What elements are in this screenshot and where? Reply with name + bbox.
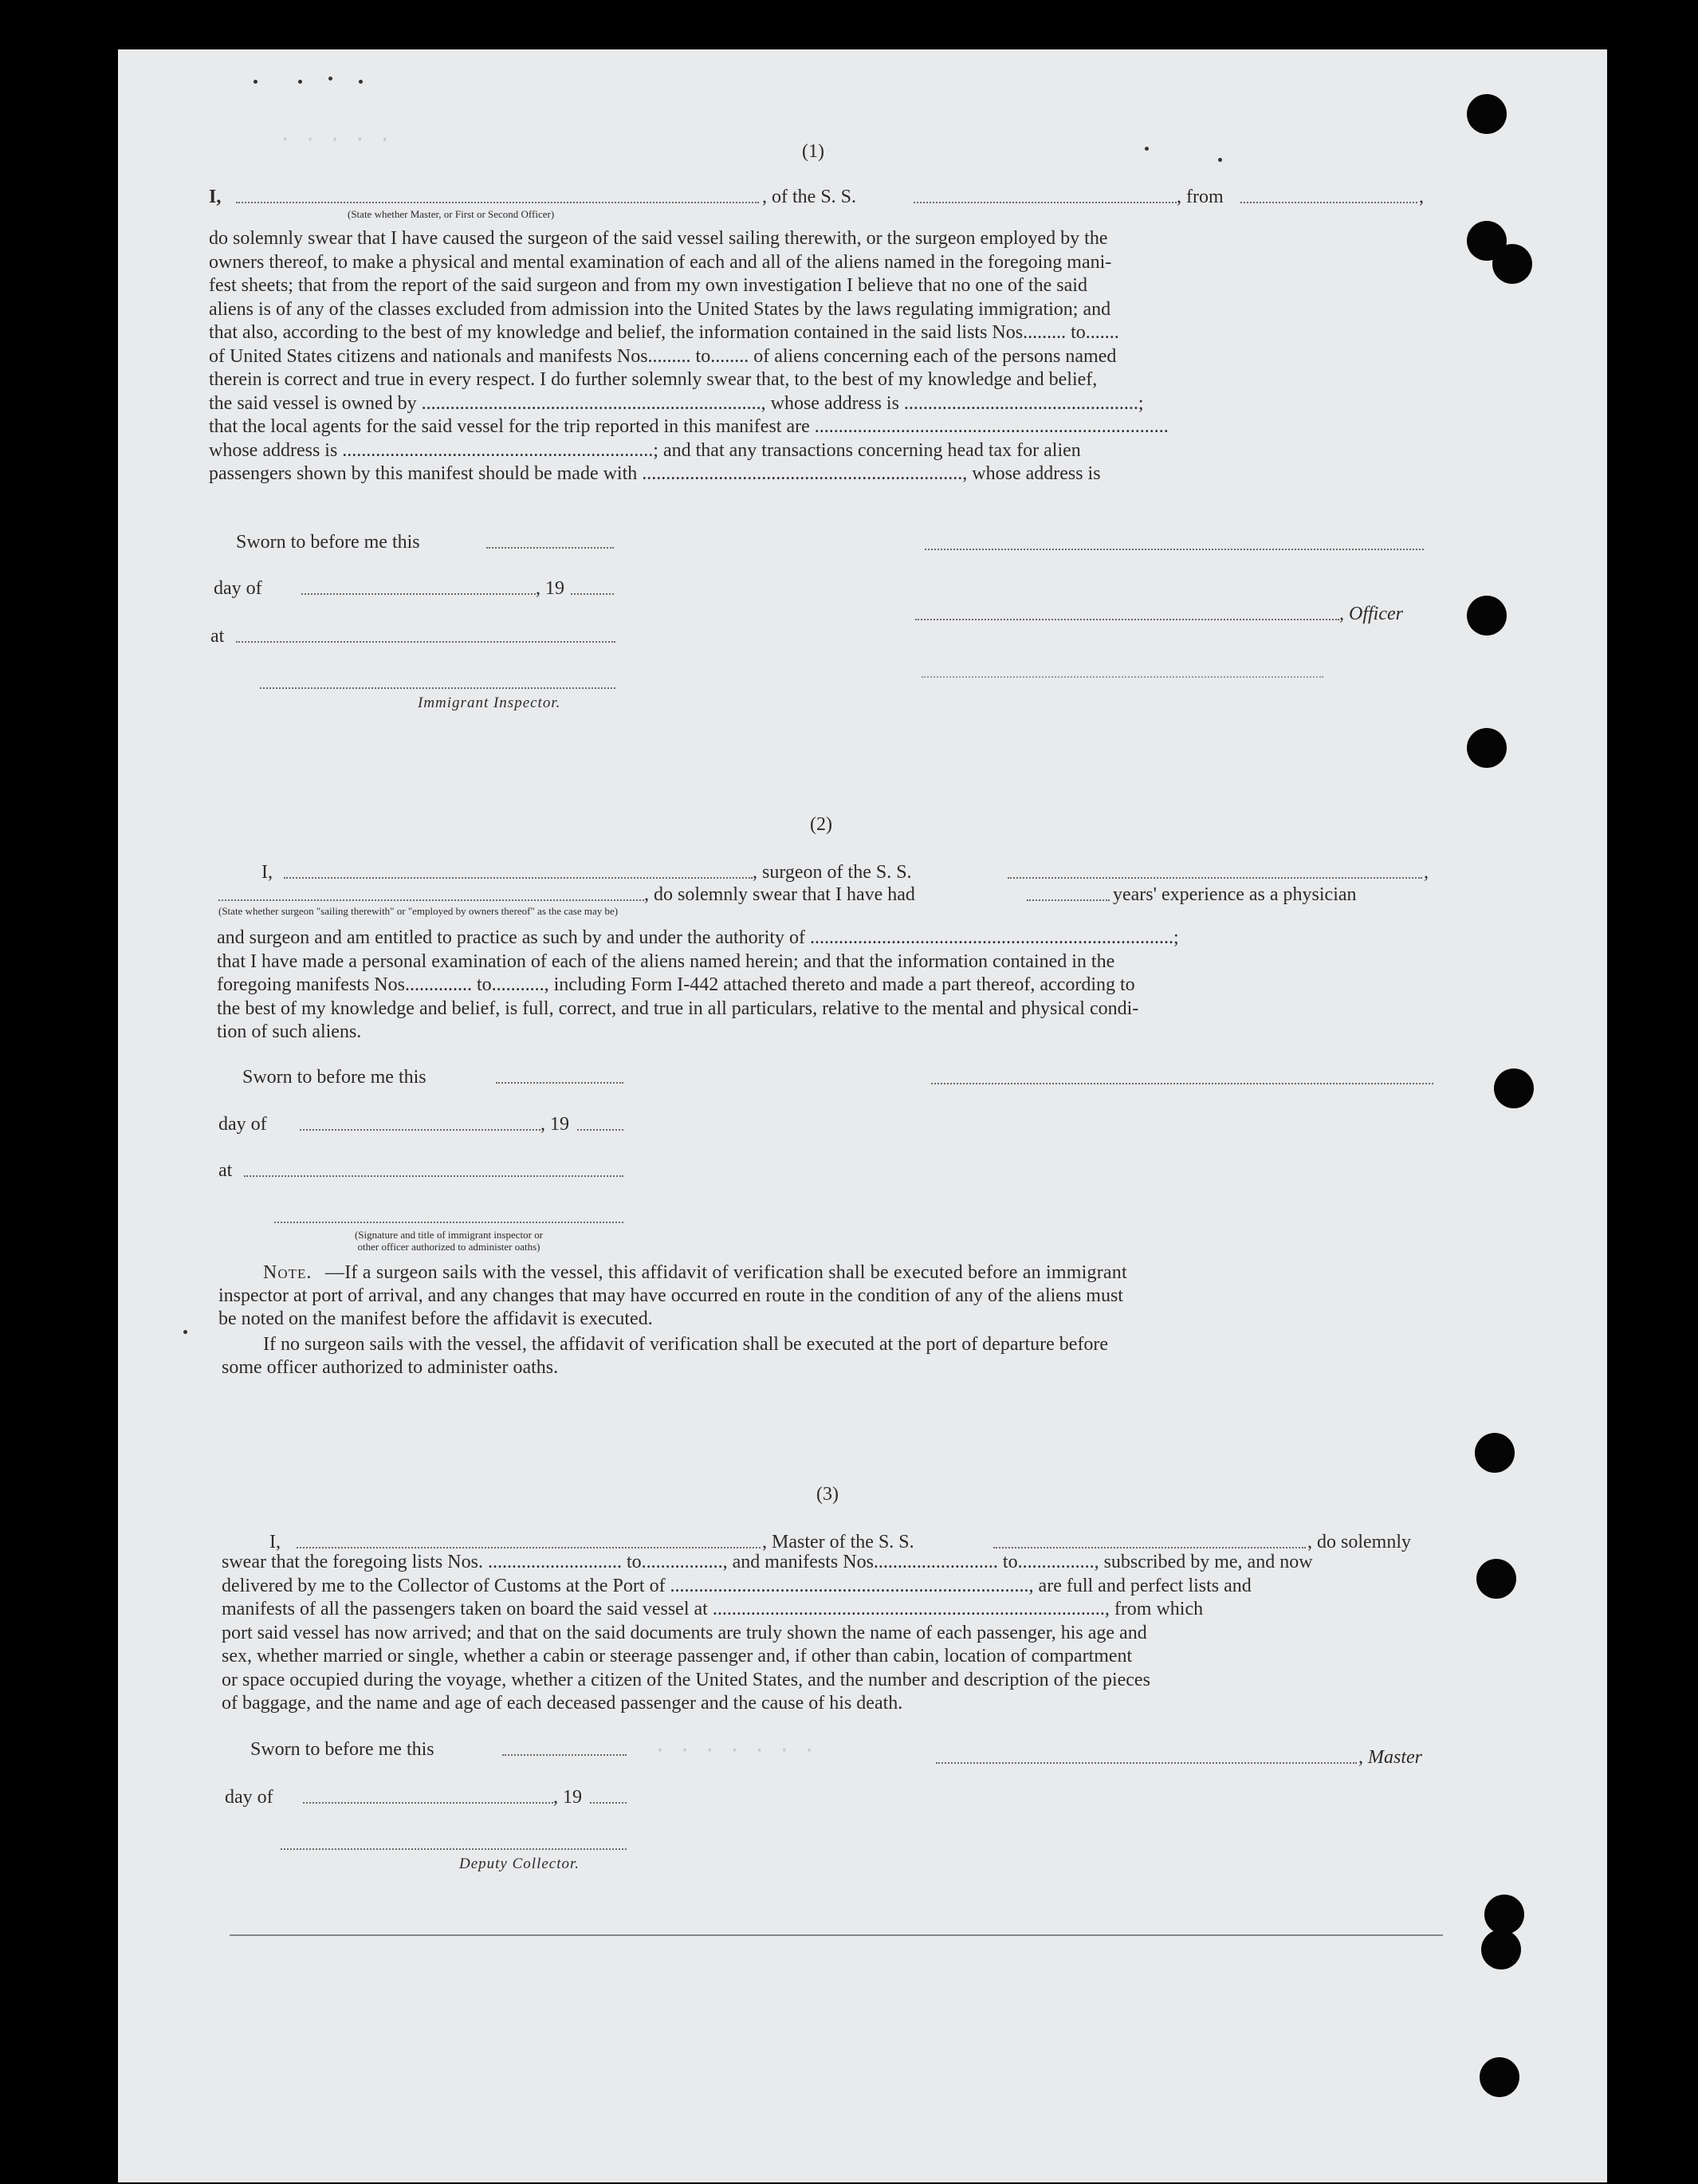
s2-note-label: Note. <box>263 1262 312 1283</box>
s2-at-field[interactable] <box>244 1175 623 1177</box>
s2-note-line: inspector at port of arrival, and any changes that may have occurred en route in the condition of any of the aliens must <box>218 1285 1123 1306</box>
s2-paragraph <box>217 927 1435 1045</box>
section-3-number: (3) <box>816 1484 839 1505</box>
binder-hole <box>1467 728 1507 768</box>
s1-vessel-field[interactable] <box>914 202 1177 203</box>
s1-line: aliens is of any of the classes excluded from admission into the United States by the laws regulating immigration; and <box>209 298 1111 320</box>
s2-line: that I have made a personal examination of each of the aliens named herein; and that the information contained in the <box>217 950 1115 972</box>
scan-speck <box>254 80 257 84</box>
s3-line: sex, whether married or single, whether a cabin or steerage passenger and, if other than cabin, location of compartment <box>222 1646 1133 1667</box>
s2-name-field[interactable] <box>284 877 753 879</box>
s1-i: I, <box>209 187 222 207</box>
scan-speck <box>1145 147 1149 151</box>
s2-signature-note-1: (Signature and title of immigrant inspector or <box>354 1229 544 1241</box>
s1-at: at <box>210 626 225 647</box>
s1-line: passengers shown by this manifest should be made with ..................................................................., whose address is <box>209 463 1101 484</box>
s3-collector-signature[interactable] <box>281 1848 627 1850</box>
s3-sworn: Sworn to before me this <box>250 1739 434 1760</box>
s3-line: of baggage, and the name and age of each deceased passenger and the cause of his death. <box>222 1693 903 1714</box>
s1-year: , 19 <box>536 578 564 599</box>
s1-line: whose address is .................................................................; and that any transactions concerning head tax for alien <box>209 439 1081 461</box>
s2-surgeon-note: (State whether surgeon "sailing therewith" or "employed by owners thereof" as the case may be) <box>218 905 619 917</box>
s2-sworn: Sworn to before me this <box>242 1067 426 1088</box>
s1-at-field[interactable] <box>236 641 615 643</box>
bleed-through: · · · · · · · <box>654 1738 816 1762</box>
binder-hole <box>1481 1930 1521 1970</box>
s3-solemnly: , do solemnly <box>1307 1532 1411 1552</box>
s2-line: tion of such aliens. <box>217 1021 362 1042</box>
s2-surgeon: , surgeon of the S. S. <box>753 862 912 883</box>
s1-line: therein is correct and true in every respect. I do further solemnly swear that, to the best of my knowledge and belief, <box>209 369 1098 390</box>
s1-inspector-signature[interactable] <box>260 687 615 689</box>
s1-paragraph <box>209 227 1425 486</box>
section-2-number: (2) <box>810 814 832 835</box>
s1-day-of: day of <box>214 578 262 599</box>
s3-vessel-field[interactable] <box>993 1547 1306 1548</box>
binder-hole <box>1467 596 1507 636</box>
s3-line: delivered by me to the Collector of Customs at the Port of ..........................................................................., are full and perfect lists and <box>222 1575 1252 1596</box>
s1-line: that also, according to the best of my knowledge and belief, the information contained in the said lists Nos......... to....... <box>209 322 1119 343</box>
s1-line: the said vessel is owned by ......................................................................., whose address is .................................................; <box>209 392 1144 414</box>
s1-officer: , Officer <box>1339 604 1403 624</box>
s2-year-field[interactable] <box>577 1129 623 1131</box>
s1-officer-note: (State whether Master, or First or Second Officer) <box>348 208 555 220</box>
s1-end: , <box>1419 187 1424 207</box>
s1-day-field[interactable] <box>301 593 536 595</box>
s2-year: , 19 <box>540 1114 569 1135</box>
s3-collector: Deputy Collector. <box>459 1855 580 1872</box>
s3-master-signature[interactable] <box>936 1762 1357 1764</box>
s2-at: at <box>218 1160 233 1181</box>
s2-sworn-field[interactable] <box>496 1082 623 1084</box>
s2-day-of: day of <box>218 1114 267 1135</box>
s3-sworn-field[interactable] <box>502 1754 627 1756</box>
s2-day-field[interactable] <box>300 1129 540 1131</box>
s2-status-field[interactable] <box>218 899 644 901</box>
s1-line: of United States citizens and nationals and manifests Nos......... to........ of aliens concerning each of the persons named <box>209 345 1117 367</box>
s3-line: swear that the foregoing lists Nos. ............................ to................., and manifests Nos.......................... to................, subscribed by me, and now <box>222 1552 1313 1572</box>
s1-sworn: Sworn to before me this <box>236 532 420 553</box>
binder-hole <box>1484 1895 1524 1934</box>
binder-hole <box>1492 244 1532 284</box>
s3-master-label: , Master <box>1358 1747 1422 1768</box>
scan-speck <box>328 77 332 81</box>
s2-surgeon-signature[interactable] <box>931 1083 1433 1084</box>
s2-note2-line: some officer authorized to administer oaths. <box>222 1357 559 1378</box>
binder-hole <box>1467 94 1507 134</box>
s1-line: that the local agents for the said vessel for the trip reported in this manifest are .......................................................................... <box>209 416 1169 437</box>
s1-sworn-field[interactable] <box>486 547 614 549</box>
s3-name-field[interactable] <box>297 1547 761 1548</box>
s2-vessel-field[interactable] <box>1008 877 1422 879</box>
s2-swear: , do solemnly swear that I have had <box>644 884 915 905</box>
s1-line: fest sheets; that from the report of the said surgeon and from my own investigation I believe that no one of the said <box>209 275 1087 296</box>
binder-hole <box>1480 2057 1519 2097</box>
s1-of-ss: , of the S. S. <box>762 187 857 207</box>
scan-speck <box>1218 158 1222 162</box>
s3-day-field[interactable] <box>303 1802 553 1804</box>
s1-line: owners thereof, to make a physical and mental examination of each and all of the aliens named in the foregoing mani- <box>209 251 1112 273</box>
section-1-number: (1) <box>802 141 824 162</box>
s2-i: I, <box>261 862 273 883</box>
s1-from-field[interactable] <box>1240 202 1417 203</box>
s1-year-field[interactable] <box>571 593 614 595</box>
s1-officer-field[interactable] <box>236 202 759 203</box>
bottom-rule <box>230 1934 1443 1936</box>
s1-from: , from <box>1177 187 1224 207</box>
s3-line: manifests of all the passengers taken on board the said vessel at .................................................................................., from which <box>222 1599 1204 1619</box>
s2-inspector-signature[interactable] <box>274 1222 623 1223</box>
s1-faint-line <box>922 676 1323 678</box>
s2-note-line: —If a surgeon sails with the vessel, this affidavit of verification shall be executed before an immigrant <box>325 1262 1127 1283</box>
s3-paragraph <box>222 1551 1443 1716</box>
s1-officer-signature[interactable] <box>915 619 1339 620</box>
s2-note2-line: If no surgeon sails with the vessel, the affidavit of verification shall be executed at the port of departure before <box>263 1334 1109 1355</box>
s2-years: years' experience as a physician <box>1113 884 1357 905</box>
binder-hole <box>1475 1433 1515 1473</box>
s2-line: foregoing manifests Nos.............. to..........., including Form I-442 attached thereto and made a part thereof, according to <box>217 974 1135 995</box>
s2-note-line: be noted on the manifest before the affidavit is executed. <box>218 1308 653 1329</box>
s3-year-field[interactable] <box>590 1802 627 1804</box>
s3-i: I, <box>269 1532 281 1552</box>
scan-speck <box>298 80 302 84</box>
s3-line: port said vessel has now arrived; and that on the said documents are truly shown the name of each passenger, his age and <box>222 1622 1147 1643</box>
s2-line: and surgeon and am entitled to practice as such by and under the authority of ............................................................................; <box>217 927 1179 948</box>
scan-speck <box>359 80 363 84</box>
s2-line: the best of my knowledge and belief, is full, correct, and true in all particulars, relative to the mental and physical condi- <box>217 998 1139 1019</box>
s3-day-of: day of <box>225 1787 273 1808</box>
s1-line: do solemnly swear that I have caused the surgeon of the said vessel sailing therewith, or the surgeon employed by the <box>209 228 1108 249</box>
bleed-through: · · · · · <box>279 128 391 152</box>
s1-master-line[interactable] <box>925 549 1424 550</box>
binder-hole <box>1494 1068 1534 1108</box>
s3-year: , 19 <box>553 1787 582 1808</box>
s3-line: or space occupied during the voyage, whether a citizen of the United States, and the number and description of the pieces <box>222 1669 1150 1690</box>
s2-signature-note-2: other officer authorized to administer oaths) <box>357 1241 540 1253</box>
scan-speck <box>183 1330 187 1334</box>
s2-years-field[interactable] <box>1027 899 1110 901</box>
s2-end: , <box>1424 862 1429 883</box>
s3-master: , Master of the S. S. <box>762 1532 914 1552</box>
s1-inspector: Immigrant Inspector. <box>418 695 561 711</box>
binder-hole <box>1476 1559 1516 1599</box>
